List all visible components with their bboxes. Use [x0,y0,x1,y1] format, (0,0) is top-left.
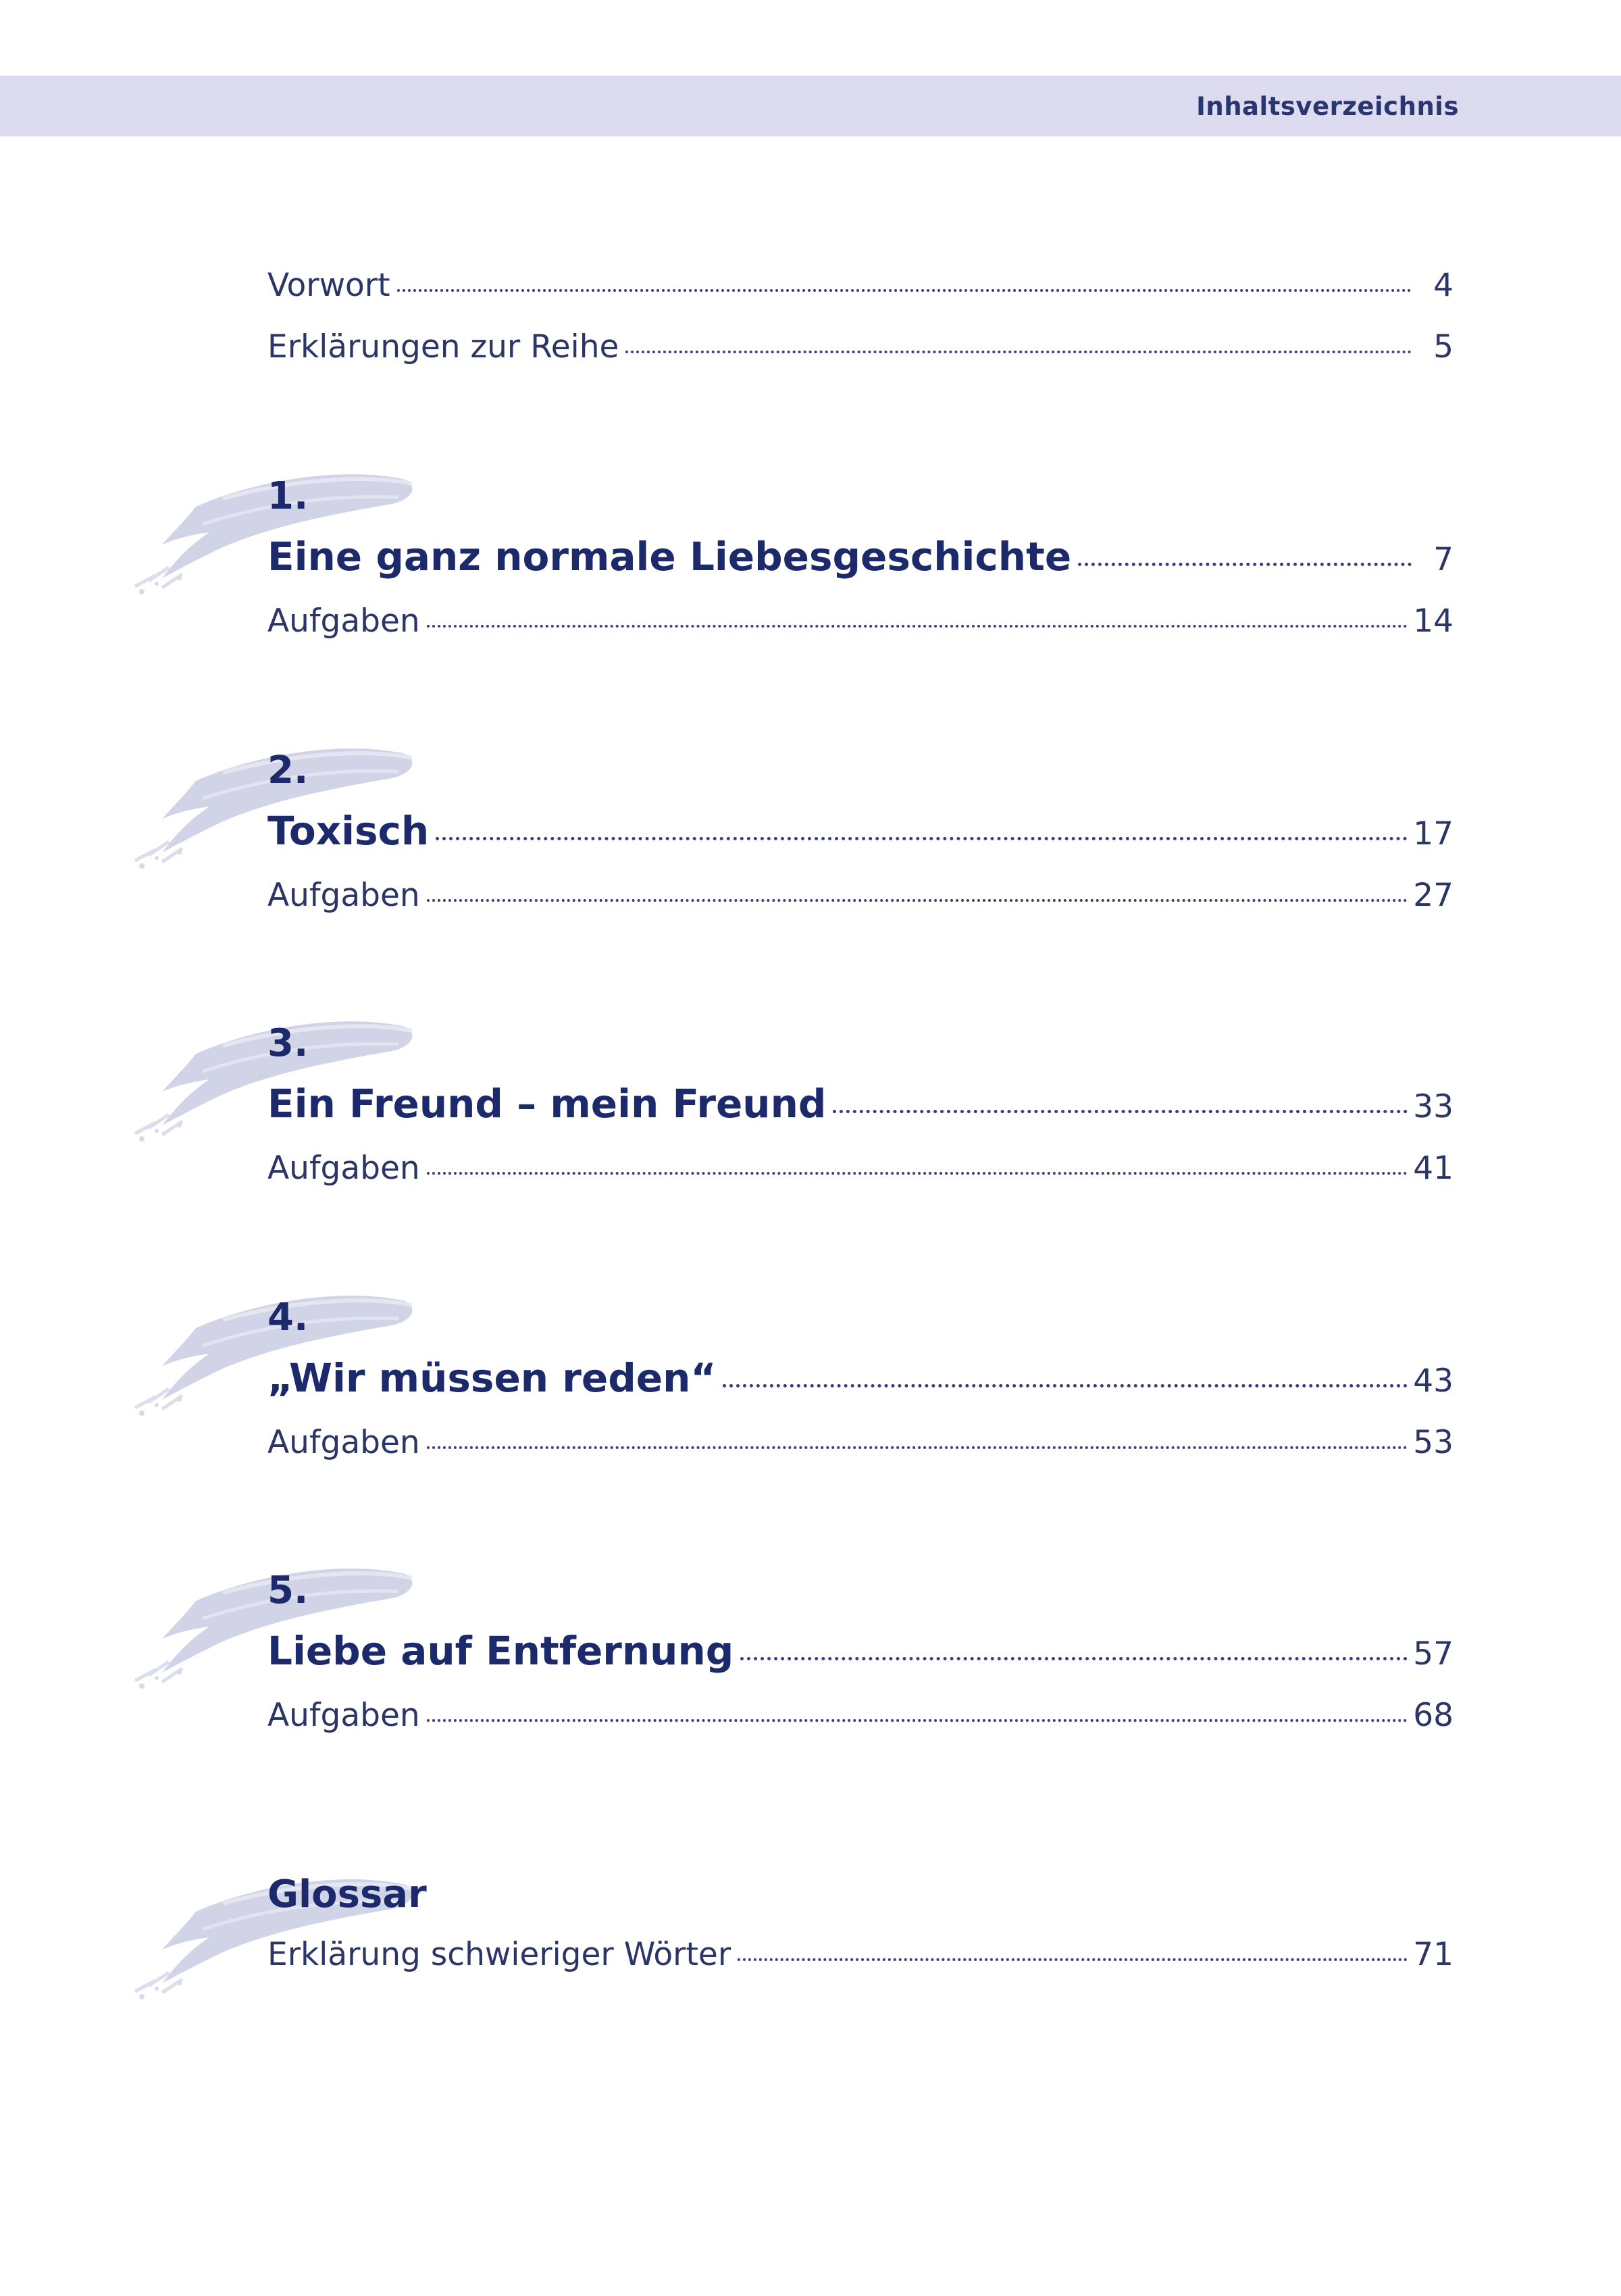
toc-entry-label: Erklärungen zur Reihe [267,328,619,365]
toc-entry-label: Erklärung schwieriger Wörter [267,1936,731,1973]
chapter-number: 1. [267,474,309,518]
dot-leader [723,1384,1408,1387]
dot-leader [427,1719,1408,1722]
toc-entry-label: Aufgaben [267,1150,420,1187]
toc-page-number: 17 [1413,815,1453,852]
dot-leader [625,351,1412,353]
toc-entry-label: Aufgaben [267,603,420,640]
toc-chapter-3-tasks[interactable] [267,1150,1453,1187]
toc-entry-label: Aufgaben [267,1424,420,1461]
toc-chapter-2-tasks[interactable] [267,877,1453,914]
running-header-title: Inhaltsverzeichnis [1196,92,1459,121]
toc-chapter-5[interactable] [267,1628,1453,1674]
toc-page-number: 7 [1433,541,1453,578]
toc-page-number: 5 [1433,328,1453,365]
toc-entry-label: Aufgaben [267,877,420,914]
chapter-number: 3. [267,1021,309,1065]
dot-leader [833,1110,1408,1113]
toc-glossary-entry[interactable] [267,1936,1453,1973]
toc-entry-vorwort[interactable] [267,267,1453,304]
toc-entry-erklaerungen[interactable] [267,328,1453,365]
toc-page-number: 4 [1433,267,1453,304]
toc-page-number: 33 [1413,1088,1453,1125]
toc-page-number: 14 [1413,603,1453,640]
chapter-title: „Wir müssen reden“ [267,1355,717,1401]
toc-chapter-4-tasks[interactable] [267,1424,1453,1461]
toc-chapter-1-tasks[interactable] [267,603,1453,640]
toc-page-number: 71 [1413,1936,1453,1973]
chapter-number: 5. [267,1568,309,1612]
dot-leader [436,837,1408,840]
chapter-title: Eine ganz normale Liebesgeschichte [267,534,1072,580]
glossary-title: Glossar [267,1872,427,1916]
chapter-title: Ein Freund – mein Freund [267,1081,827,1127]
toc-chapter-4[interactable] [267,1355,1453,1401]
toc-chapter-1[interactable] [267,534,1453,580]
toc-page-number: 68 [1413,1697,1453,1734]
dot-leader [427,1446,1408,1449]
toc-chapter-3[interactable] [267,1081,1453,1127]
dot-leader [427,1172,1408,1175]
chapter-title: Toxisch [267,808,430,854]
toc-chapter-2[interactable] [267,808,1453,854]
toc-entry-label: Vorwort [267,267,390,304]
dot-leader [427,625,1408,628]
toc-page-number: 43 [1413,1362,1453,1400]
dot-leader [397,289,1412,292]
toc-page-number: 27 [1413,877,1453,914]
toc-page-number: 53 [1413,1424,1453,1461]
toc-chapter-5-tasks[interactable] [267,1697,1453,1734]
toc-page-number: 57 [1413,1635,1453,1673]
chapter-title: Liebe auf Entfernung [267,1628,734,1674]
dot-leader [738,1958,1408,1961]
dot-leader [1078,563,1412,566]
dot-leader [427,899,1408,902]
toc-entry-label: Aufgaben [267,1697,420,1734]
toc-page-number: 41 [1413,1150,1453,1187]
dot-leader [740,1657,1408,1660]
chapter-number: 4. [267,1296,309,1340]
chapter-number: 2. [267,748,309,792]
